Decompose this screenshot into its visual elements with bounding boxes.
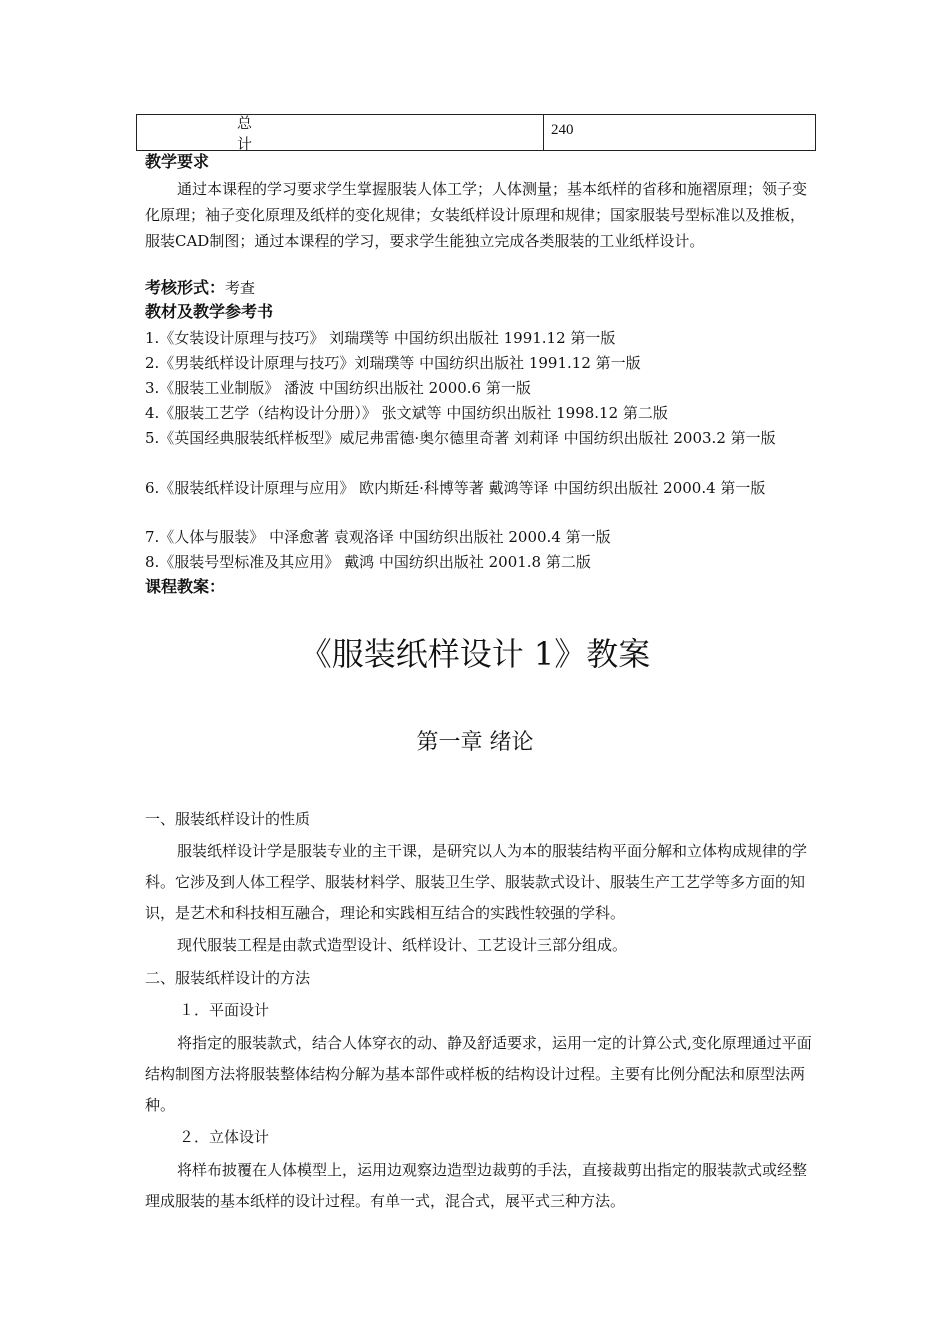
summary-total-label: 总 计 xyxy=(137,115,544,150)
subsection-heading: ２．立体设计 xyxy=(179,1128,270,1146)
section-heading: 二、服装纸样设计的方法 xyxy=(145,969,311,987)
reference-item: 8.《服装号型标准及其应用》 戴鸿 中国纺织出版社 2001.8 第二版 xyxy=(145,553,591,571)
section-paragraph: 将指定的服装款式，结合人体穿衣的动、静及舒适要求，运用一定的计算公式,变化原理通过平面结构制图方法将服装整体结构分解为基本部件或样板的结构设计过程。主要有比例分配法和原型法两种。 xyxy=(145,1034,812,1114)
assessment-heading: 考核形式： xyxy=(145,278,226,297)
reference-item: 2.《男装纸样设计原理与技巧》刘瑞璞等 中国纺织出版社 1991.12 第一版 xyxy=(145,354,641,372)
section-paragraph: 现代服装工程是由款式造型设计、纸样设计、工艺设计三部分组成。 xyxy=(177,936,628,954)
subsection-heading: １．平面设计 xyxy=(179,1001,270,1019)
document-title: 《服装纸样设计 1》教案 xyxy=(299,635,651,673)
assessment-row xyxy=(145,278,255,298)
reference-item: 6.《服装纸样设计原理与应用》 欧内斯廷·科博等著 戴鸿等译 中国纺织出版社 2000.4 第一版 xyxy=(145,479,766,497)
reference-item: 5.《英国经典服装纸样板型》威尼弗雷德·奥尔德里奇著 刘莉译 中国纺织出版社 2003.2 第一版 xyxy=(145,429,776,447)
reference-item: 4.《服装工艺学（结构设计分册）》 张文斌等 中国纺织出版社 1998.12 第二版 xyxy=(145,404,668,422)
reference-item: 3.《服装工业制版》 潘波 中国纺织出版社 2000.6 第一版 xyxy=(145,379,531,397)
section-paragraph: 将样布披覆在人体模型上，运用边观察边造型边裁剪的手法，直接裁剪出指定的服装款式或经整理成服装的基本纸样的设计过程。有单一式，混合式，展平式三种方法。 xyxy=(145,1161,808,1210)
requirements-text: 通过本课程的学习要求学生掌握服装人体工学；人体测量；基本纸样的省移和施褶原理；领子变化原理；袖子变化原理及纸样的变化规律；女装纸样设计原理和规律；国家服装号型标准以及推板，服装CAD制图；通过本课程的学习，要求学生能独立完成各类服装的工业纸样设计。 xyxy=(145,180,808,250)
reference-item: 7.《人体与服装》 中泽愈著 袁观洛译 中国纺织出版社 2000.4 第一版 xyxy=(145,528,611,546)
requirements-heading: 教学要求 xyxy=(145,152,210,171)
section-heading: 一、服装纸样设计的性质 xyxy=(145,810,311,828)
lesson-plan-heading: 课程教案： xyxy=(145,577,226,596)
summary-table xyxy=(136,114,816,151)
chapter-title: 第一章 绪论 xyxy=(416,730,534,755)
summary-total-value: 240 xyxy=(551,122,574,138)
reference-item: 1.《女装设计原理与技巧》 刘瑞璞等 中国纺织出版社 1991.12 第一版 xyxy=(145,329,616,347)
references-heading: 教材及教学参考书 xyxy=(145,302,274,321)
assessment-value: 考查 xyxy=(225,279,256,297)
section-paragraph: 服装纸样设计学是服装专业的主干课，是研究以人为本的服装结构平面分解和立体构成规律的学科。它涉及到人体工程学、服装材料学、服装卫生学、服装款式设计、服装生产工艺学等多方面的知识，是艺术和科技相互融合，理论和实践相互结合的实践性较强的学科。 xyxy=(145,842,808,922)
